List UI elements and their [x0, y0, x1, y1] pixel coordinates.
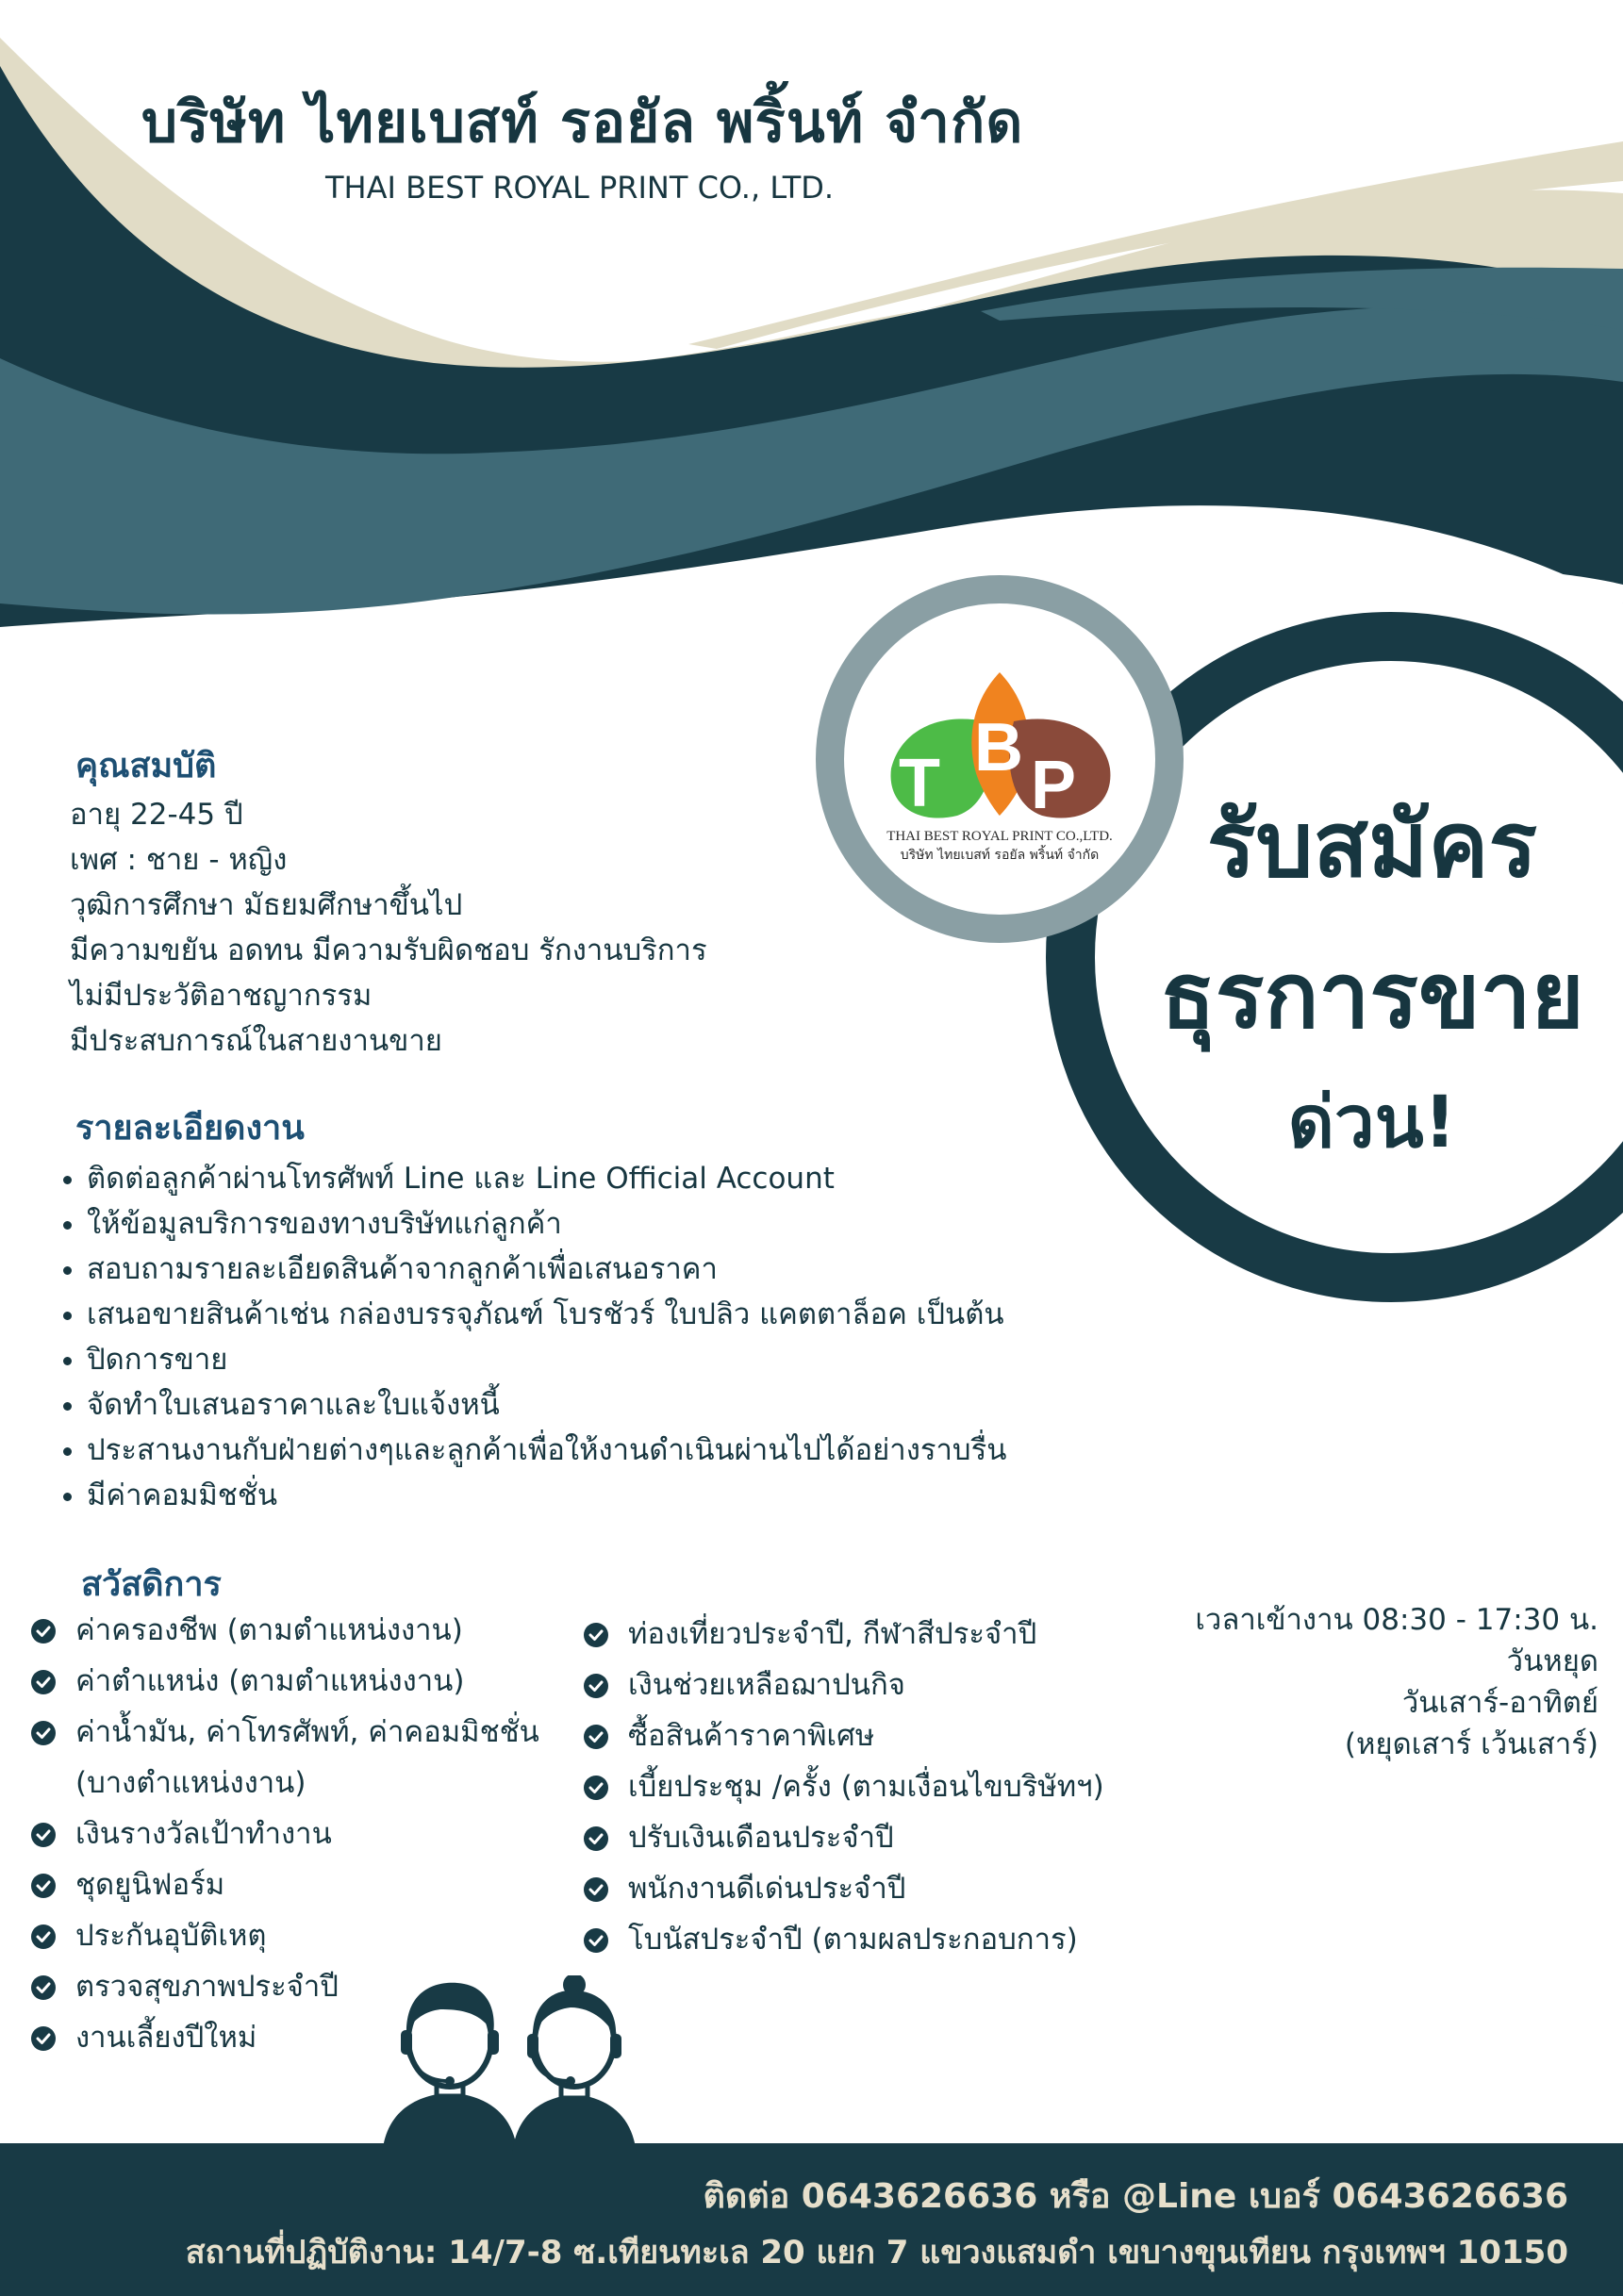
list-item — [30, 1859, 539, 1910]
list-item — [583, 1812, 1104, 1863]
holiday-note: (หยุดเสาร์ เว้นเสาร์) — [1344, 1727, 1598, 1761]
check-circle-icon — [583, 1876, 609, 1903]
welfare-text: ซื้อสินค้าราคาพิเศษ — [628, 1719, 875, 1753]
welfare-text: ค่าครองชีพ (ตามตำแหน่งงาน) — [75, 1613, 463, 1647]
logo-letter-t: T — [899, 746, 940, 821]
logo-name-th: บริษัท ไทยเบสท์ รอยัล พริ้นท์ จำกัด — [900, 848, 1100, 863]
check-circle-icon — [30, 1618, 57, 1644]
check-circle-icon — [583, 1825, 609, 1852]
call-center-agents-icon — [373, 1975, 646, 2155]
welfare-text: ค่าตำแหน่ง (ตามตำแหน่งงาน) — [75, 1664, 465, 1698]
list-item: • มีค่าคอมมิชชั่น — [87, 1473, 1006, 1518]
welfare-text: ปรับเงินเดือนประจำปี — [628, 1821, 894, 1855]
welfare-text: โบนัสประจำปี (ตามผลประกอบการ) — [628, 1923, 1078, 1957]
recruit-line2: ธุรการขาย — [1160, 943, 1584, 1049]
list-item: • สอบถามรายละเอียดสินค้าจากลูกค้าเพื่อเสนอราคา — [87, 1247, 1006, 1292]
list-item: • ปิดการขาย — [87, 1337, 1006, 1382]
work-address: สถานที่ปฏิบัติงาน: 14/7-8 ซ.เทียนทะเล 20 แยก 7 แขวงแสมดำ เขบางขุนเทียน กรุงเทพฯ 10150 — [185, 2234, 1568, 2271]
list-item — [583, 1710, 1104, 1761]
company-name-th: บริษัท ไทยเบสท์ รอยัล พริ้นท์ จำกัด — [141, 90, 1024, 156]
check-circle-icon — [30, 1924, 57, 1950]
welfare-text: ท่องเที่ยวประจำปี, กีฬาสีประจำปี — [628, 1617, 1037, 1651]
logo-letter-b: B — [974, 710, 1023, 785]
recruit-line3: ด่วน! — [1287, 1080, 1457, 1164]
list-item — [583, 1609, 1104, 1660]
check-circle-icon — [30, 1669, 57, 1695]
check-circle-icon — [30, 1974, 57, 2001]
list-item: อายุ 22-45 ปี — [70, 798, 243, 832]
list-item — [30, 1910, 539, 1961]
list-item: มีประสบการณ์ในสายงานขาย — [70, 1024, 442, 1058]
list-item: • ให้ข้อมูลบริการของทางบริษัทแก่ลูกค้า — [87, 1201, 1006, 1247]
welfare-heading: สวัสดิการ — [81, 1565, 222, 1604]
check-circle-icon — [30, 1720, 57, 1746]
check-circle-icon — [583, 1622, 609, 1648]
list-item — [30, 1707, 539, 1758]
list-item: ไม่มีประวัติอาชญากรรม — [70, 979, 373, 1013]
welfare-text: เงินรางวัลเป้าทำงาน — [75, 1817, 332, 1851]
list-item — [583, 1863, 1104, 1914]
list-item — [30, 1605, 539, 1656]
list-item-continued — [30, 1758, 539, 1809]
check-circle-icon — [583, 1673, 609, 1699]
welfare-text: ตรวจสุขภาพประจำปี — [75, 1970, 339, 2004]
list-item — [583, 1660, 1104, 1710]
qualifications-list — [70, 792, 707, 1064]
welfare-text: (บางตำแหน่งงาน) — [75, 1766, 306, 1800]
logo-letter-p: P — [1031, 748, 1077, 823]
list-item — [30, 1656, 539, 1707]
check-circle-icon — [583, 1927, 609, 1954]
welfare-text: ประกันอุบัติเหตุ — [75, 1919, 267, 1953]
welfare-text: เบี้ยประชุม /ครั้ง (ตามเงื่อนไขบริษัทฯ) — [628, 1770, 1104, 1804]
check-circle-icon — [30, 1822, 57, 1848]
logo-name-en: THAI BEST ROYAL PRINT CO.,LTD. — [886, 829, 1113, 844]
job-details-heading: รายละเอียดงาน — [75, 1109, 305, 1148]
list-item: • จัดทำใบเสนอราคาและใบแจ้งหนี้ — [87, 1382, 1006, 1428]
welfare-text: งานเลี้ยงปีใหม่ — [75, 2021, 257, 2055]
list-item: • ติดต่อลูกค้าผ่านโทรศัพท์ Line และ Line Official Account — [87, 1156, 1006, 1201]
job-details-list — [47, 1156, 1006, 1518]
list-item — [583, 1914, 1104, 1965]
company-logo — [882, 665, 1118, 872]
welfare-text: ค่าน้ำมัน, ค่าโทรศัพท์, ค่าคอมมิชชั่น — [75, 1715, 539, 1749]
list-item: • ประสานงานกับฝ่ายต่างๆและลูกค้าเพื่อให้งานดำเนินผ่านไปได้อย่างราบรื่น — [87, 1428, 1006, 1473]
list-item: • เสนอขายสินค้าเช่น กล่องบรรจุภัณฑ์ โบรชัวร์ ใบปลิว แคตตาล็อค เป็นต้น — [87, 1292, 1006, 1337]
welfare-list-col2 — [583, 1609, 1104, 1965]
recruit-line1: รับสมัคร — [1206, 792, 1538, 898]
check-circle-icon — [583, 1724, 609, 1750]
work-schedule — [1195, 1599, 1598, 1765]
list-item: วุฒิการศึกษา มัธยมศึกษาขึ้นไป — [70, 888, 463, 922]
company-name-en: THAI BEST ROYAL PRINT CO., LTD. — [325, 170, 835, 206]
qualifications-heading: คุณสมบัติ — [75, 747, 217, 785]
check-circle-icon — [583, 1775, 609, 1801]
list-item: มีความขยัน อดทน มีความรับผิดชอบ รักงานบริการ — [70, 933, 707, 967]
contact-info: ติดต่อ 0643626636 หรือ @Line เบอร์ 0643626636 — [703, 2177, 1568, 2216]
list-item — [30, 1809, 539, 1859]
work-hours: เวลาเข้างาน 08:30 - 17:30 น. — [1195, 1603, 1598, 1637]
welfare-text: เงินช่วยเหลือฌาปนกิจ — [628, 1668, 905, 1702]
check-circle-icon — [30, 2025, 57, 2052]
list-item: เพศ : ชาย - หญิง — [70, 843, 288, 877]
check-circle-icon — [30, 1873, 57, 1899]
welfare-text: ชุดยูนิฟอร์ม — [75, 1868, 225, 1902]
holiday-days: วันเสาร์-อาทิตย์ — [1401, 1686, 1598, 1720]
welfare-text: พนักงานดีเด่นประจำปี — [628, 1872, 906, 1906]
holiday-label: วันหยุด — [1506, 1644, 1598, 1678]
list-item — [583, 1761, 1104, 1812]
